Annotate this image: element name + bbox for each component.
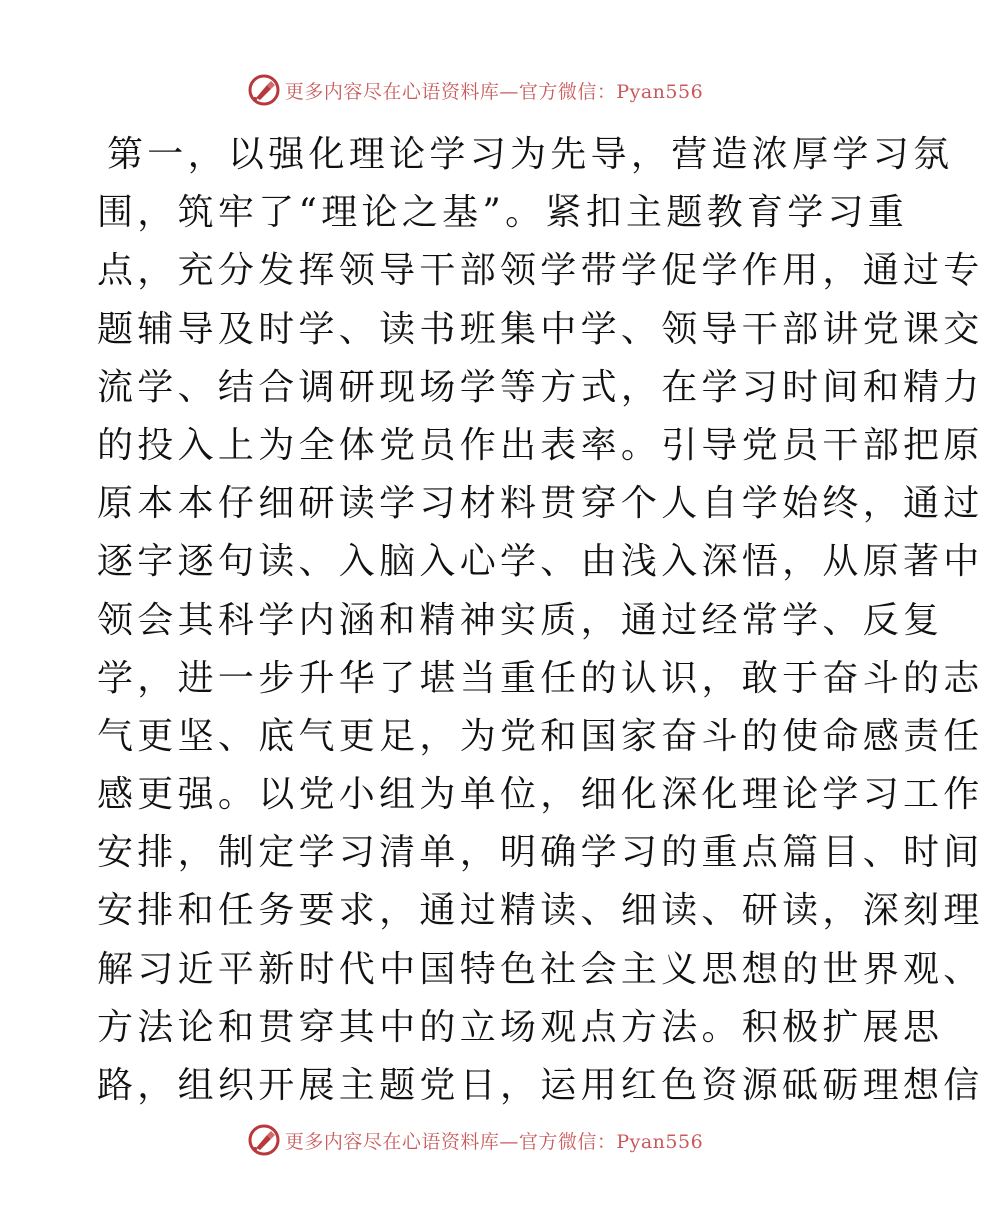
text-line: 路，组织开展主题党日，运用红色资源砥砺理想信 (97, 1065, 984, 1106)
text-line: 原本本仔细研读学习材料贯穿个人自学始终，通过 (97, 483, 984, 525)
text-line: 逐字逐句读、入脑入心学、由浅入深悟，从原著中 (97, 541, 984, 583)
text-line: 围，筑牢了“理论之基”。紧扣主题教育学习重 (97, 192, 909, 234)
text-line: 领会其科学内涵和精神实质，通过经常学、反复 (97, 599, 944, 641)
text-line: 安排和任务要求，通过精读、细读、研读，深刻理 (97, 890, 984, 932)
text-line: 第一，以强化理论学习为先导，营造浓厚学习氛 (107, 134, 954, 175)
text-line: 方法论和贯穿其中的立场观点方法。积极扩展思 (97, 1006, 944, 1048)
text-line: 学，进一步升华了堪当重任的认识，敢于奋斗的志 (97, 657, 984, 699)
text-line: 解习近平新时代中国特色社会主义思想的世界观、 (97, 948, 984, 990)
document-body (97, 126, 984, 1115)
text-line: 安排，制定学习清单，明确学习的重点篇目、时间 (97, 832, 984, 874)
pen-nib-logo-icon (247, 1123, 281, 1157)
pen-nib-logo-icon (247, 73, 281, 107)
text-line: 的投入上为全体党员作出表率。引导党员干部把原 (97, 424, 984, 466)
watermark-header (0, 70, 950, 110)
text-line: 感更强。以党小组为单位，细化深化理论学习工作 (97, 774, 984, 816)
text-line: 流学、结合调研现场学等方式，在学习时间和精力 (97, 366, 984, 408)
watermark-text: 更多内容尽在心语资料库—官方微信：Pyan556 (284, 1130, 704, 1153)
watermark-text: 更多内容尽在心语资料库—官方微信：Pyan556 (284, 80, 704, 103)
text-line: 点，充分发挥领导干部领学带学促学作用，通过专 (97, 250, 984, 292)
text-line: 题辅导及时学、读书班集中学、领导干部讲党课交 (97, 308, 984, 350)
text-line: 气更坚、底气更足，为党和国家奋斗的使命感责任 (97, 715, 984, 757)
watermark-footer (0, 1120, 950, 1160)
